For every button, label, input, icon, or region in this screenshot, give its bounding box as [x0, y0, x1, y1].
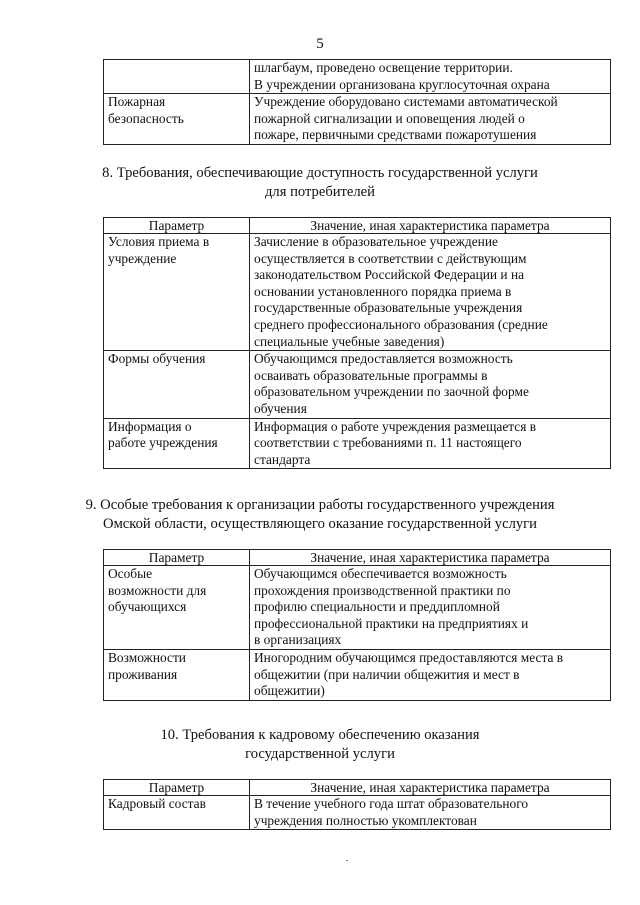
table-row [104, 234, 611, 351]
table-row [104, 649, 611, 700]
cell-line: общежитии (при наличии общежития и мест в [254, 666, 520, 682]
cell-line: Условия приема в [108, 234, 210, 249]
cell-line: профессиональной практики на предприятиях и [254, 615, 529, 631]
heading-line: 8. Требования, обеспечивающие доступность государственной услуги [102, 165, 538, 181]
table-row [104, 796, 611, 830]
cell-line: Кадровый состав [108, 796, 206, 811]
cell-line: специальные учебные заведения) [254, 333, 445, 349]
parameter-cell [104, 60, 250, 94]
cell-line: обучения [254, 400, 307, 416]
cell-line: профилю специальности и преддипломной [254, 599, 500, 615]
cell-line: законодательством Российской Федерации и на [254, 267, 525, 283]
table-section-10 [103, 779, 611, 830]
cell-line: соответствии с требованиями п. 11 настоящего [254, 435, 522, 451]
heading-line: для потребителей [265, 183, 375, 200]
value-cell [250, 234, 611, 351]
cell-line: возможности для [108, 582, 207, 598]
value-cell [250, 796, 611, 830]
cell-line: Информация о [108, 418, 192, 434]
parameter-cell [104, 566, 250, 650]
cell-line: В течение учебного года штат образовательного [254, 796, 529, 811]
cell-line: Возможности [108, 649, 186, 665]
cell-line: в организациях [254, 632, 342, 648]
table-section-9 [103, 549, 611, 701]
cell-line: работе учреждения [108, 435, 218, 451]
column-header-parameter: Параметр [104, 780, 250, 796]
heading-line: 10. Требования к кадровому обеспечению оказания [160, 727, 480, 743]
cell-line: стандарта [254, 451, 311, 467]
cell-line: среднего профессионального образования (средние [254, 316, 548, 332]
cell-line: В учреждении организована круглосуточная охрана [254, 76, 550, 92]
cell-line: Пожарная [108, 94, 166, 110]
value-cell [250, 418, 611, 469]
cell-line: Обучающимся обеспечивается возможность [254, 566, 507, 581]
cell-line: Информация о работе учреждения размещается в [254, 418, 537, 434]
section-9-heading [0, 496, 640, 533]
page-number: 5 [316, 36, 324, 52]
table-row [104, 566, 611, 650]
table-row [104, 418, 611, 469]
table-body [104, 234, 611, 469]
parameter-cell [104, 649, 250, 700]
table-section-8 [103, 217, 611, 469]
cell-line: Особые [108, 566, 153, 581]
cell-line: Зачисление в образовательное учреждение [254, 234, 498, 249]
cell-line: учреждение [108, 250, 177, 266]
column-header-parameter: Параметр [104, 550, 250, 566]
cell-line: Учреждение оборудовано системами автоматической [254, 94, 558, 110]
value-cell [250, 566, 611, 650]
section-10-heading [0, 726, 640, 763]
table-body [104, 566, 611, 701]
parameter-cell [104, 796, 250, 830]
cell-line: прохождения производственной практики по [254, 582, 511, 598]
cell-line: осваивать образовательные программы в [254, 367, 488, 383]
value-cell [250, 94, 611, 145]
cell-line: образовательном учреждении по заочной форме [254, 384, 529, 400]
cell-line: учреждения полностью укомплектован [254, 812, 477, 828]
cell-line: Иногородним обучающимся предоставляются места в [254, 649, 564, 665]
cell-line: пожаре, первичными средствами пожаротушения [254, 127, 537, 143]
section-8-heading [0, 164, 640, 201]
heading-line: Омской области, осуществляющего оказание государственной услуги [103, 515, 537, 532]
cell-line: осуществляется в соответствии с действующим [254, 250, 527, 266]
parameter-cell [104, 94, 250, 145]
column-header-value: Значение, иная характеристика параметра [250, 550, 611, 566]
table-body [104, 796, 611, 830]
heading-line: государственной услуги [245, 745, 395, 762]
parameter-cell [104, 234, 250, 351]
value-cell [250, 351, 611, 418]
table-body [104, 60, 611, 145]
value-cell [250, 60, 611, 94]
parameter-cell [104, 351, 250, 418]
parameter-cell [104, 418, 250, 469]
column-header-parameter: Параметр [104, 218, 250, 234]
cell-line: обучающихся [108, 599, 187, 615]
table-top [103, 59, 611, 145]
value-cell [250, 649, 611, 700]
cell-line: пожарной сигнализации и оповещения людей о [254, 110, 525, 126]
cell-line: государственные образовательные учреждения [254, 300, 523, 316]
cell-line: безопасность [108, 110, 184, 126]
table-row [104, 60, 611, 94]
cell-line: общежитии) [254, 683, 325, 699]
cell-line: основании установленного порядка приема в [254, 283, 512, 299]
cell-line: Формы обучения [108, 351, 206, 367]
heading-line: 9. Особые требования к организации работы государственного учреждения [85, 497, 555, 513]
cell-line: шлагбаум, проведено освещение территории. [254, 60, 513, 75]
cell-line: Обучающимся предоставляется возможность [254, 351, 513, 367]
cell-line: проживания [108, 666, 178, 682]
scan-speck [346, 860, 348, 861]
table-row [104, 94, 611, 145]
table-row [104, 351, 611, 418]
column-header-value: Значение, иная характеристика параметра [250, 218, 611, 234]
column-header-value: Значение, иная характеристика параметра [250, 780, 611, 796]
